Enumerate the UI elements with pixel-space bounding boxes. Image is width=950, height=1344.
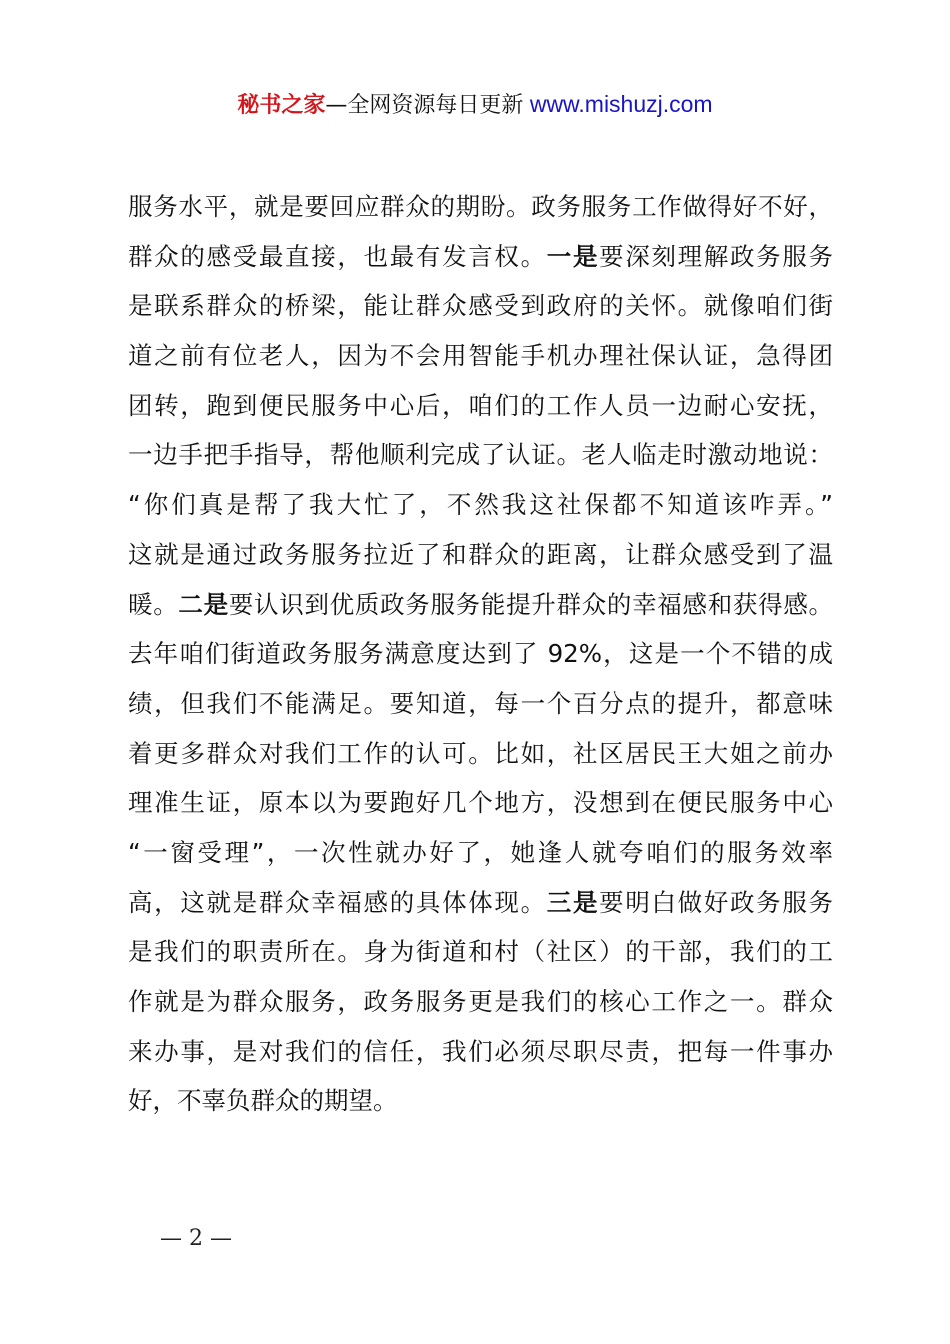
text-line [128, 580, 833, 630]
text-run: 这就是通过政务服务拉近了和群众的距离，让群众感受到了温 [128, 539, 833, 569]
text-line [128, 480, 833, 530]
text-run: 群众的感受最直接，也最有发言权。 [128, 241, 547, 271]
text-run: 服务水平，就是要回应群众的期盼。政务服务工作做得好不好， [128, 192, 833, 221]
text-line [128, 430, 833, 480]
text-line [128, 381, 833, 431]
text-run: 道之前有位老人，因为不会用智能手机办理社保认证，急得团 [128, 341, 833, 371]
text-run: 暖。 [128, 589, 179, 619]
site-url-link[interactable]: www.mishuzj.com [523, 91, 713, 117]
text-run: 绩，但我们不能满足。要知道，每一个百分点的提升，都意味 [128, 688, 833, 718]
emphasis-label: 二是 [178, 589, 229, 619]
text-line [128, 1027, 833, 1077]
text-run: 团转，跑到便民服务中心后，咱们的工作人员一边耐心安抚， [128, 390, 833, 420]
text-line [128, 927, 833, 977]
text-line [128, 281, 833, 331]
text-run: “你们真是帮了我大忙了，不然我这社保都不知道该咋弄。” [128, 490, 833, 520]
text-run: “一窗受理”，一次性就办好了，她逢人就夸咱们的服务效率 [128, 837, 833, 867]
document-body [128, 182, 833, 1126]
text-run: 作就是为群众服务，政务服务更是我们的核心工作之一。群众 [128, 987, 833, 1016]
text-run: 高，这就是群众幸福感的具体体现。 [128, 887, 547, 917]
text-run: 好，不辜负群众的期望。 [128, 1086, 398, 1116]
emphasis-label: 一是 [546, 241, 600, 271]
site-header [0, 86, 950, 124]
text-run: 一边手把手指导，帮他顺利完成了认证。老人临走时激动地说： [128, 440, 833, 470]
text-run: 来办事，是对我们的信任，我们必须尽职尽责，把每一件事办 [128, 1036, 833, 1066]
header-slogan: —全网资源每日更新 [325, 93, 524, 118]
text-run: 要明白做好政务服务 [599, 887, 834, 917]
text-run: 是联系群众的桥梁，能让群众感受到政府的关怀。就像咱们街 [128, 291, 833, 321]
text-line [128, 232, 833, 282]
text-run: 着更多群众对我们工作的认可。比如，社区居民王大姐之前办 [128, 738, 833, 768]
text-line [128, 1076, 833, 1126]
text-line [128, 331, 833, 381]
text-line [128, 729, 833, 779]
text-line [128, 629, 833, 679]
text-line [128, 878, 833, 928]
text-line [128, 182, 833, 232]
text-line [128, 679, 833, 729]
text-line [128, 828, 833, 878]
text-run: 去年咱们街道政务服务满意度达到了 92%，这是一个不错的成 [128, 639, 833, 669]
text-line [128, 778, 833, 828]
emphasis-label: 三是 [546, 887, 600, 917]
text-run: 要认识到优质政务服务能提升群众的幸福感和获得感。 [228, 589, 834, 619]
brand-name: 秘书之家 [237, 93, 326, 118]
text-line [128, 977, 833, 1027]
page-number: — 2 — [160, 1226, 232, 1251]
text-run: 理准生证，原本以为要跑好几个地方，没想到在便民服务中心 [128, 788, 833, 818]
text-line [128, 530, 833, 580]
text-run: 是我们的职责所在。身为街道和村（社区）的干部，我们的工 [128, 937, 833, 967]
text-run: 要深刻理解政务服务 [599, 241, 834, 271]
